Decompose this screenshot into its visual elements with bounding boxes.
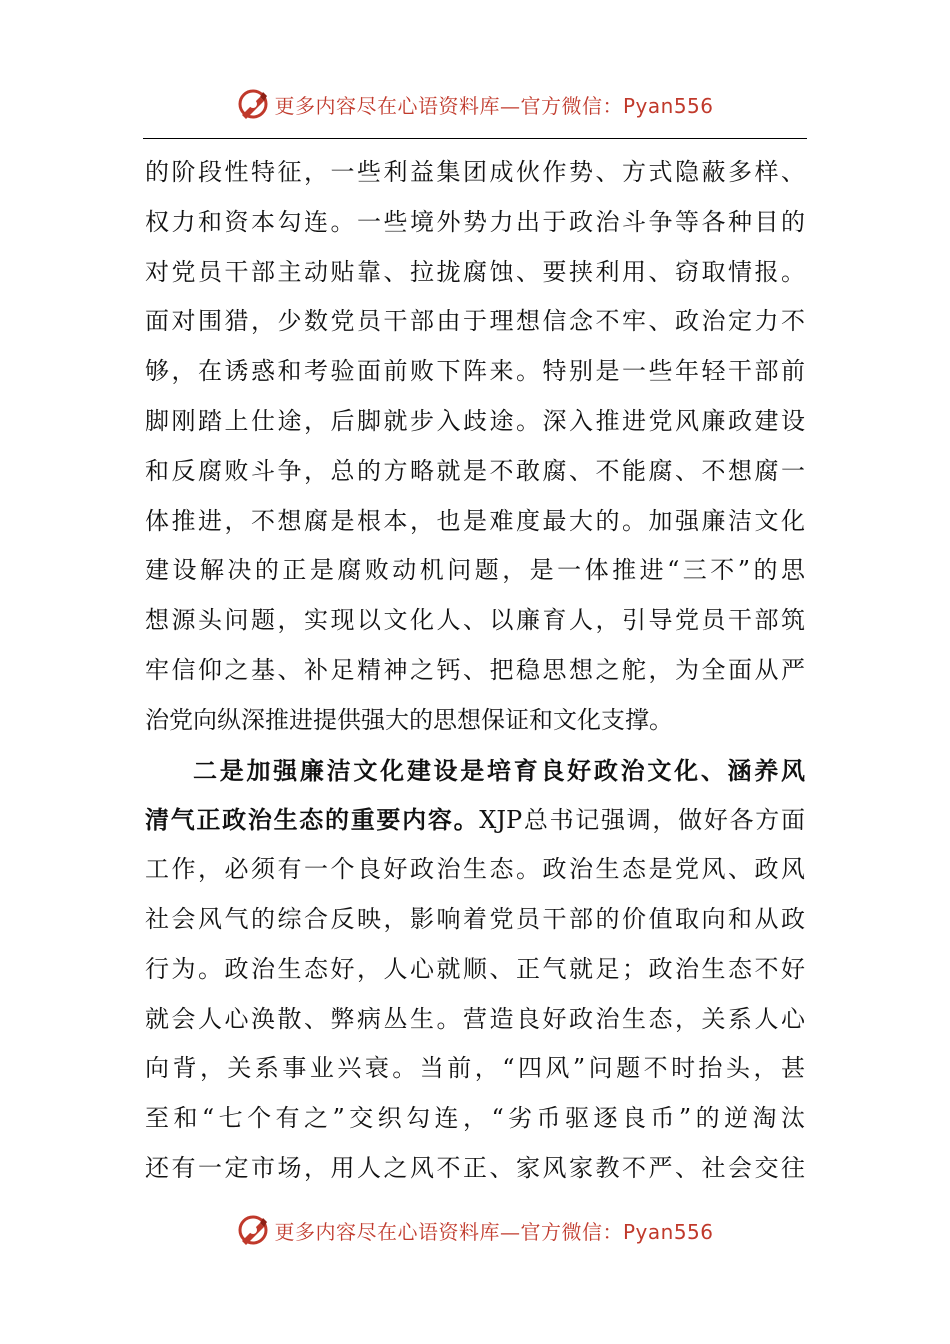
text-line: 建设解决的正是腐败动机问题，是一体推进“三不”的思 <box>145 556 805 585</box>
text-line: 向背，关系事业兴衰。当前，“四风”问题不时抬头，甚 <box>145 1054 805 1083</box>
text-line: 工作，必须有一个良好政治生态。政治生态是党风、政风 <box>145 855 805 884</box>
text-line: 行为。政治生态好，人心就顺、正气就足；政治生态不好 <box>145 954 805 983</box>
text-line: 和反腐败斗争，总的方略就是不敢腐、不能腐、不想腐一 <box>145 456 805 485</box>
text-line-mixed <box>145 795 805 845</box>
pen-logo-icon <box>236 87 270 121</box>
text-line: 至和“七个有之”交织勾连，“劣币驱逐良币”的逆淘汰 <box>145 1104 805 1133</box>
text-line: 脚刚踏上仕途，后脚就步入歧途。深入推进党风廉政建设 <box>145 406 805 435</box>
document-body <box>145 148 805 1194</box>
text-line: 体推进，不想腐是根本，也是难度最大的。加强廉洁文化 <box>145 506 805 535</box>
header-banner-text: 更多内容尽在心语资料库—官方微信：Pyan556 <box>274 93 714 118</box>
header-wechat-id: Pyan556 <box>622 93 714 118</box>
text-line: 治党向纵深推进提供强大的思想保证和文化支撑。 <box>145 705 673 734</box>
text-line: 对党员干部主动贴靠、拉拢腐蚀、要挟利用、窃取情报。 <box>145 257 805 286</box>
text-line: 够，在诱惑和考验面前败下阵来。特别是一些年轻干部前 <box>145 357 805 386</box>
text-line: 的阶段性特征，一些利益集团成伙作势、方式隐蔽多样、 <box>145 158 805 186</box>
text-line-rest: XJP总书记强调，做好各方面 <box>479 806 805 835</box>
footer-wechat-id: Pyan556 <box>622 1219 714 1244</box>
paragraph-heading-line: 二是加强廉洁文化建设是培育良好政治文化、涵养风 <box>193 755 805 785</box>
text-line: 还有一定市场，用人之风不正、家风家教不严、社会交往 <box>145 1153 805 1182</box>
header-divider <box>143 138 807 139</box>
footer-banner-text: 更多内容尽在心语资料库—官方微信：Pyan556 <box>274 1219 714 1244</box>
header-banner <box>0 84 950 124</box>
text-line: 面对围猎，少数党员干部由于理想信念不牢、政治定力不 <box>145 307 805 336</box>
text-line: 社会风气的综合反映，影响着党员干部的价值取向和从政 <box>145 904 805 933</box>
text-line: 权力和资本勾连。一些境外势力出于政治斗争等各种目的 <box>145 207 805 236</box>
footer-banner <box>0 1210 950 1250</box>
paragraph-heading-end: 清气正政治生态的重要内容。 <box>145 805 480 835</box>
pen-logo-icon <box>236 1213 270 1247</box>
text-line: 想源头问题，实现以文化人、以廉育人，引导党员干部筑 <box>145 606 805 635</box>
text-line: 就会人心涣散、弊病丛生。营造良好政治生态，关系人心 <box>145 1004 805 1033</box>
text-line: 牢信仰之基、补足精神之钙、把稳思想之舵，为全面从严 <box>145 655 805 684</box>
